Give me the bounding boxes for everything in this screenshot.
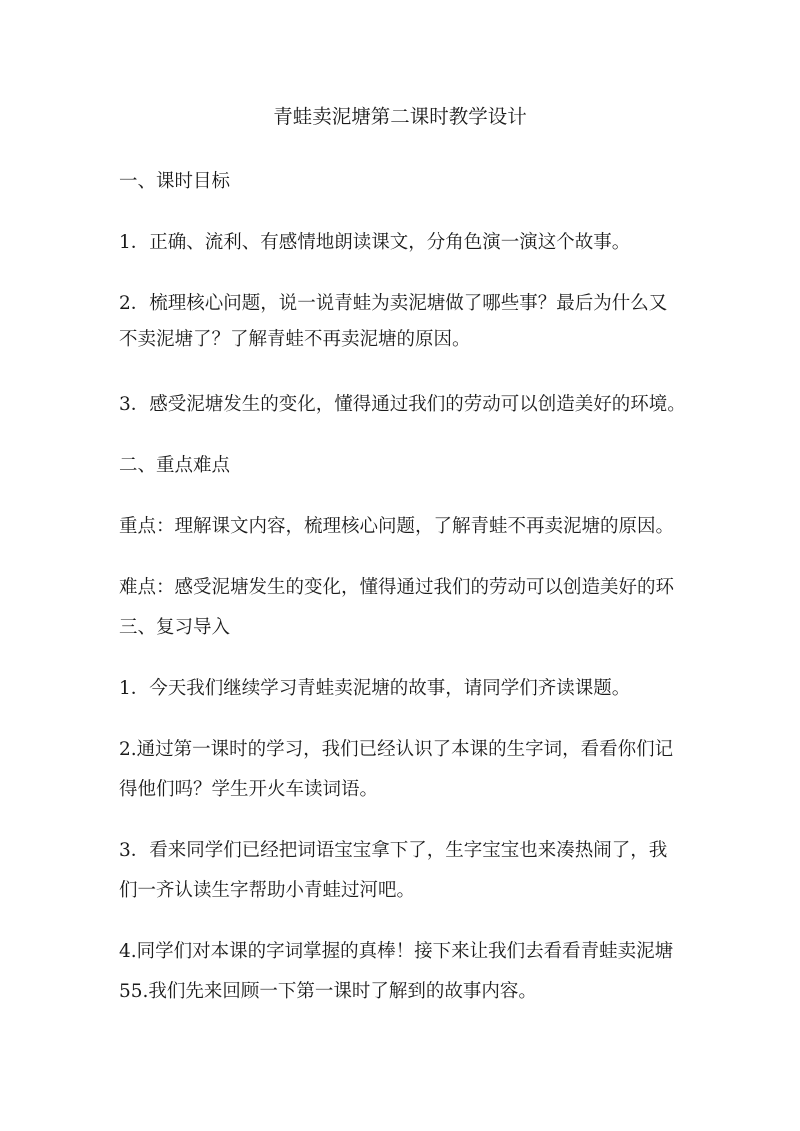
review-item-3-line-1: 3．看来同学们已经把词语宝宝拿下了，生字宝宝也来凑热闹了，我 [119,840,668,861]
section-heading-review: 三、复习导入 [119,617,231,638]
review-item-2-line-1: 2.通过第一课时的学习，我们已经认识了本课的生字词，看看你们记 [119,739,674,760]
objective-item-2-line-1: 2．梳理核心问题，说一说青蛙为卖泥塘做了哪些事？最后为什么又 [119,293,668,314]
section-heading-objectives: 一、课时目标 [119,171,231,192]
document-title: 青蛙卖泥塘第二课时教学设计 [273,105,527,128]
review-item-4-line-2: 55.我们先来回顾一下第一课时了解到的故事内容。 [119,981,537,1002]
key-point-text: 重点：理解课文内容，梳理核心问题，了解青蛙不再卖泥塘的原因。 [119,516,675,537]
review-item-2-line-2: 得他们吗？学生开火车读词语。 [119,779,379,800]
review-item-1: 1．今天我们继续学习青蛙卖泥塘的故事，请同学们齐读课题。 [119,678,631,699]
difficulty-text: 难点：感受泥塘发生的变化，懂得通过我们的劳动可以创造美好的环 [119,577,675,598]
objective-item-3: 3．感受泥塘发生的变化，懂得通过我们的劳动可以创造美好的环境。 [119,394,686,415]
section-heading-key-points: 二、重点难点 [119,455,231,476]
review-item-4-line-1: 4.同学们对本课的字词掌握的真棒！接下来让我们去看看青蛙卖泥塘 [119,941,674,962]
review-item-3-line-2: 们一齐认读生字帮助小青蛙过河吧。 [119,880,416,901]
objective-item-2-line-2: 不卖泥塘了？了解青蛙不再卖泥塘的原因。 [119,329,471,350]
objective-item-1: 1．正确、流利、有感情地朗读课文，分角色演一演这个故事。 [119,232,631,253]
